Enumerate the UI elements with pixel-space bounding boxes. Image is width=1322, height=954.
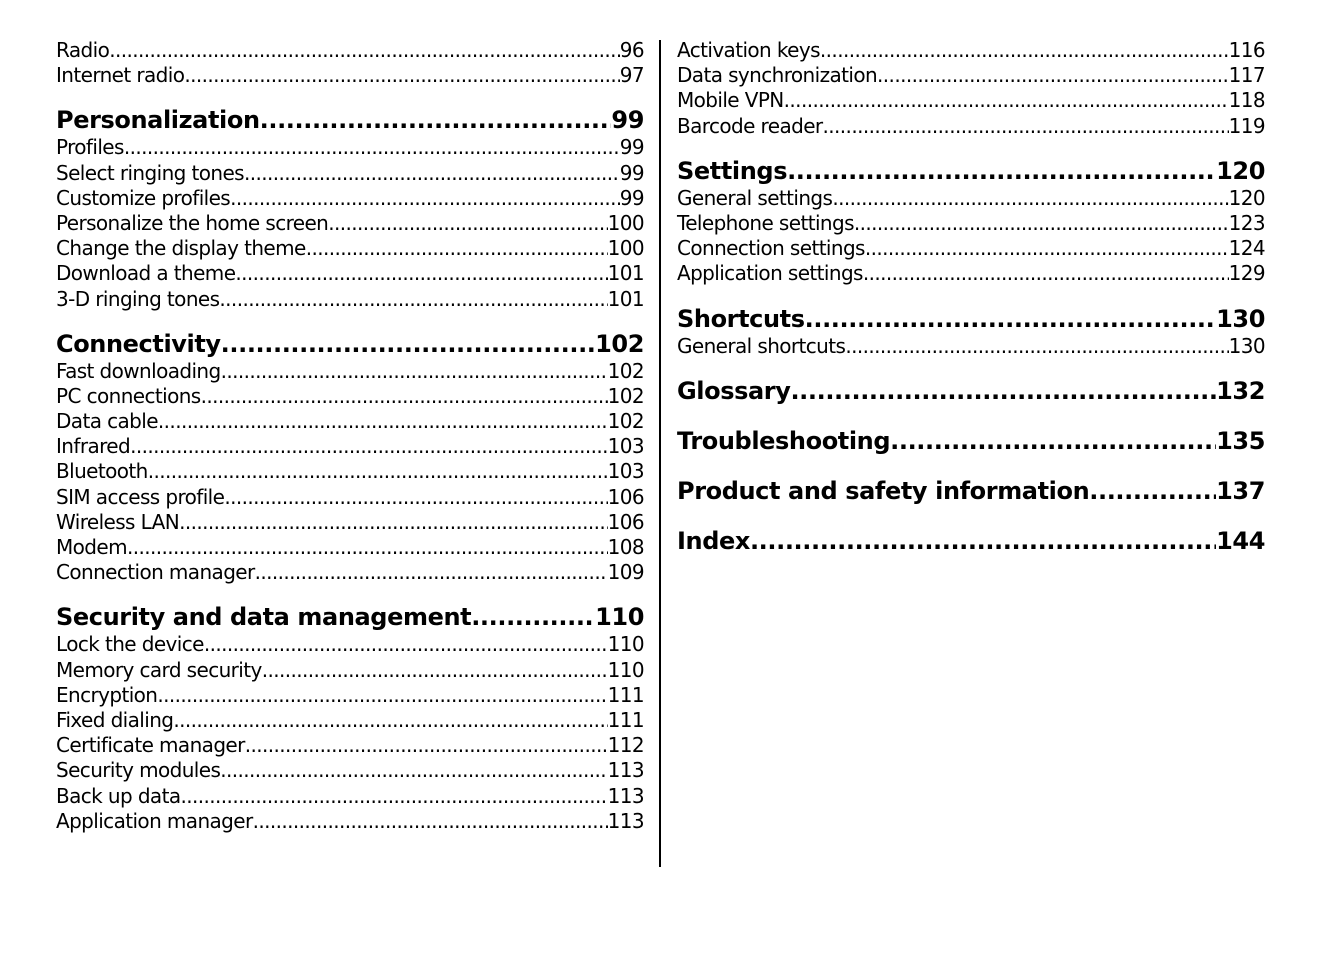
dot-leader <box>184 63 619 88</box>
toc-section-glossary[interactable] <box>677 376 1265 406</box>
toc-entry-title: Download a theme <box>56 261 236 286</box>
dot-leader <box>181 784 608 809</box>
toc-section-settings[interactable] <box>677 156 1265 186</box>
toc-entry-title: General shortcuts <box>677 333 846 358</box>
toc-entry-change-the-display-theme[interactable] <box>56 236 644 261</box>
dot-leader <box>245 733 608 758</box>
toc-page-number: 113 <box>607 808 644 833</box>
toc-entry-sim-access-profile[interactable] <box>56 485 644 510</box>
toc-page-number: 118 <box>1228 88 1265 113</box>
toc-entry-title: Data cable <box>56 409 158 434</box>
toc-entry-title: Encryption <box>56 682 158 707</box>
dot-leader <box>832 186 1228 211</box>
toc-entry-memory-card-security[interactable] <box>56 658 644 683</box>
toc-page-number: 132 <box>1216 376 1265 405</box>
toc-entry-title: Shortcuts <box>677 304 805 333</box>
toc-entry-internet-radio[interactable] <box>56 63 644 88</box>
toc-page-number: 112 <box>607 733 644 758</box>
toc-page-number: 117 <box>1228 63 1265 88</box>
toc-left-column <box>56 38 644 834</box>
toc-section-personalization[interactable] <box>56 105 644 135</box>
dot-leader <box>1089 476 1216 506</box>
toc-page-number: 106 <box>607 484 644 509</box>
dot-leader <box>220 758 607 783</box>
toc-entry-title: Personalization <box>56 106 260 135</box>
dot-leader <box>750 526 1216 556</box>
dot-leader <box>805 304 1216 334</box>
toc-entry-connection-manager[interactable] <box>56 560 644 585</box>
toc-page-number: 130 <box>1216 304 1265 333</box>
toc-page-number: 102 <box>607 358 644 383</box>
toc-entry-back-up-data[interactable] <box>56 784 644 809</box>
toc-entry-lock-the-device[interactable] <box>56 632 644 657</box>
dot-leader <box>877 63 1229 88</box>
toc-entry-title: SIM access profile <box>56 484 225 509</box>
dot-leader <box>787 156 1216 186</box>
toc-entry-title: General settings <box>677 185 833 210</box>
dot-leader <box>253 809 608 834</box>
toc-page-number: 123 <box>1228 210 1265 235</box>
toc-entry-title: Settings <box>677 156 788 185</box>
toc-entry-infrared[interactable] <box>56 434 644 459</box>
dot-leader <box>173 708 607 733</box>
toc-entry-select-ringing-tones[interactable] <box>56 161 644 186</box>
toc-entry-title: Troubleshooting <box>677 426 891 455</box>
toc-page-number: 120 <box>1228 185 1265 210</box>
toc-entry-title: Customize profiles <box>56 185 231 210</box>
toc-section-connectivity[interactable] <box>56 329 644 359</box>
toc-entry-title: Back up data <box>56 783 181 808</box>
dot-leader <box>179 510 608 535</box>
toc-entry-title: Product and safety information <box>677 476 1090 505</box>
toc-page-number: 109 <box>607 560 644 585</box>
toc-entry-title: Bluetooth <box>56 459 148 484</box>
toc-page-number: 102 <box>595 329 644 358</box>
toc-page-number: 116 <box>1228 38 1265 62</box>
toc-entry-title: Radio <box>56 38 110 62</box>
dot-leader <box>328 211 607 236</box>
toc-entry-title: Index <box>677 526 750 555</box>
dot-leader <box>157 683 607 708</box>
dot-leader <box>148 459 608 484</box>
dot-leader <box>109 38 620 63</box>
dot-leader <box>255 560 608 585</box>
toc-entry-connection-settings[interactable] <box>677 236 1265 261</box>
toc-page-number: 110 <box>607 632 644 657</box>
toc-entry-title: Data synchronization <box>677 63 878 88</box>
toc-entry-modem[interactable] <box>56 535 644 560</box>
toc-entry-activation-keys[interactable] <box>677 38 1265 63</box>
toc-page-number: 113 <box>607 758 644 783</box>
toc-entry-title: 3-D ringing tones <box>56 286 220 311</box>
dot-leader <box>865 236 1229 261</box>
toc-section-troubleshooting[interactable] <box>677 426 1265 456</box>
toc-page-number: 97 <box>619 63 644 88</box>
dot-leader <box>820 38 1229 63</box>
toc-entry-title: Security modules <box>56 758 221 783</box>
toc-page-number: 120 <box>1216 156 1265 185</box>
toc-entry-title: Profiles <box>56 135 124 160</box>
dot-leader <box>201 384 608 409</box>
dot-leader <box>784 88 1229 113</box>
column-divider <box>659 40 661 867</box>
toc-page-number: 99 <box>611 106 644 135</box>
toc-entry-title: Wireless LAN <box>56 509 180 534</box>
toc-page-number: 137 <box>1216 476 1265 505</box>
toc-entry-title: Mobile VPN <box>677 88 784 113</box>
toc-entry-title: Glossary <box>677 376 791 405</box>
toc-page-number: 110 <box>607 657 644 682</box>
toc-page-number: 102 <box>607 383 644 408</box>
toc-page-number: 119 <box>1228 113 1265 138</box>
toc-entry-title: Certificate manager <box>56 733 245 758</box>
toc-right-column <box>677 38 1265 556</box>
dot-leader <box>823 114 1229 139</box>
toc-entry-mobile-vpn[interactable] <box>677 88 1265 113</box>
toc-entry-title: PC connections <box>56 383 201 408</box>
dot-leader <box>204 632 608 657</box>
toc-entry-title: Security and data management <box>56 603 472 632</box>
toc-page-number: 100 <box>607 236 644 261</box>
toc-page-number: 99 <box>619 160 644 185</box>
dot-leader <box>863 261 1229 286</box>
toc-page-number: 135 <box>1216 426 1265 455</box>
toc-page-number: 102 <box>607 409 644 434</box>
toc-page-number: 113 <box>607 783 644 808</box>
toc-page-number: 99 <box>619 185 644 210</box>
toc-entry-title: Internet radio <box>56 63 185 88</box>
dot-leader <box>221 359 608 384</box>
toc-section-product-and-safety-information[interactable] <box>677 476 1265 506</box>
toc-entry-title: Modem <box>56 535 127 559</box>
toc-entry-title: Connection settings <box>677 236 865 261</box>
dot-leader <box>219 287 607 312</box>
toc-entry-general-settings[interactable] <box>677 186 1265 211</box>
toc-section-index[interactable] <box>677 526 1265 556</box>
dot-leader <box>306 236 608 261</box>
toc-entry-title: Memory card security <box>56 657 262 682</box>
toc-page-number: 108 <box>607 535 644 559</box>
toc-entry-bluetooth[interactable] <box>56 459 644 484</box>
toc-page-number: 129 <box>1228 261 1265 286</box>
toc-entry-title: Infrared <box>56 434 131 459</box>
toc-entry-title: Change the display theme <box>56 236 306 261</box>
toc-entry-radio[interactable] <box>56 38 644 63</box>
toc-entry-title: Select ringing tones <box>56 160 244 185</box>
toc-entry-wireless-lan[interactable] <box>56 510 644 535</box>
toc-page-number: 106 <box>607 509 644 534</box>
toc-entry-encryption[interactable] <box>56 683 644 708</box>
dot-leader <box>845 334 1228 359</box>
toc-section-shortcuts[interactable] <box>677 304 1265 334</box>
toc-entry-profiles[interactable] <box>56 135 644 160</box>
toc-entry-title: Fixed dialing <box>56 707 174 732</box>
toc-entry-barcode-reader[interactable] <box>677 114 1265 139</box>
toc-entry-title: Telephone settings <box>677 210 854 235</box>
toc-entry-3-d-ringing-tones[interactable] <box>56 287 644 312</box>
toc-page-number: 103 <box>607 459 644 484</box>
toc-page-number: 111 <box>607 682 644 707</box>
dot-leader <box>127 535 608 560</box>
toc-page-number: 110 <box>595 603 644 632</box>
toc-entry-data-cable[interactable] <box>56 409 644 434</box>
toc-page-number: 96 <box>619 38 644 62</box>
dot-leader <box>890 426 1216 456</box>
dot-leader <box>124 135 620 160</box>
dot-leader <box>260 105 612 135</box>
dot-leader <box>230 186 620 211</box>
dot-leader <box>224 485 607 510</box>
toc-page-number: 111 <box>607 707 644 732</box>
toc-entry-fixed-dialing[interactable] <box>56 708 644 733</box>
toc-entry-telephone-settings[interactable] <box>677 211 1265 236</box>
dot-leader <box>221 329 595 359</box>
toc-page-number: 144 <box>1216 526 1265 555</box>
toc-page-number: 130 <box>1228 333 1265 358</box>
toc-entry-certificate-manager[interactable] <box>56 733 644 758</box>
toc-entry-title: Lock the device <box>56 632 204 657</box>
dot-leader <box>158 409 608 434</box>
toc-entry-title: Fast downloading <box>56 358 221 383</box>
toc-entry-title: Connection manager <box>56 560 255 585</box>
toc-entry-title: Connectivity <box>56 329 221 358</box>
toc-entry-pc-connections[interactable] <box>56 384 644 409</box>
toc-entry-general-shortcuts[interactable] <box>677 334 1265 359</box>
toc-page-number: 103 <box>607 434 644 459</box>
toc-page-number: 124 <box>1228 236 1265 261</box>
toc-entry-application-settings[interactable] <box>677 261 1265 286</box>
toc-entry-download-a-theme[interactable] <box>56 261 644 286</box>
toc-entry-title: Application settings <box>677 261 863 286</box>
toc-page-number: 101 <box>607 261 644 286</box>
dot-leader <box>262 658 608 683</box>
toc-entry-fast-downloading[interactable] <box>56 359 644 384</box>
toc-page-number: 100 <box>607 210 644 235</box>
dot-leader <box>130 434 608 459</box>
dot-leader <box>854 211 1229 236</box>
toc-entry-title: Activation keys <box>677 38 820 62</box>
toc-entry-application-manager[interactable] <box>56 809 644 834</box>
dot-leader <box>471 602 595 632</box>
toc-entry-customize-profiles[interactable] <box>56 186 644 211</box>
dot-leader <box>235 261 607 286</box>
dot-leader <box>790 376 1216 406</box>
dot-leader <box>244 161 620 186</box>
toc-entry-security-modules[interactable] <box>56 758 644 783</box>
toc-section-security-and-data-management[interactable] <box>56 602 644 632</box>
toc-entry-title: Barcode reader <box>677 113 823 138</box>
toc-entry-data-synchronization[interactable] <box>677 63 1265 88</box>
toc-entry-personalize-the-home-screen[interactable] <box>56 211 644 236</box>
toc-page-number: 99 <box>619 135 644 160</box>
toc-entry-title: Personalize the home screen <box>56 210 329 235</box>
toc-entry-title: Application manager <box>56 808 253 833</box>
toc-page-number: 101 <box>607 286 644 311</box>
